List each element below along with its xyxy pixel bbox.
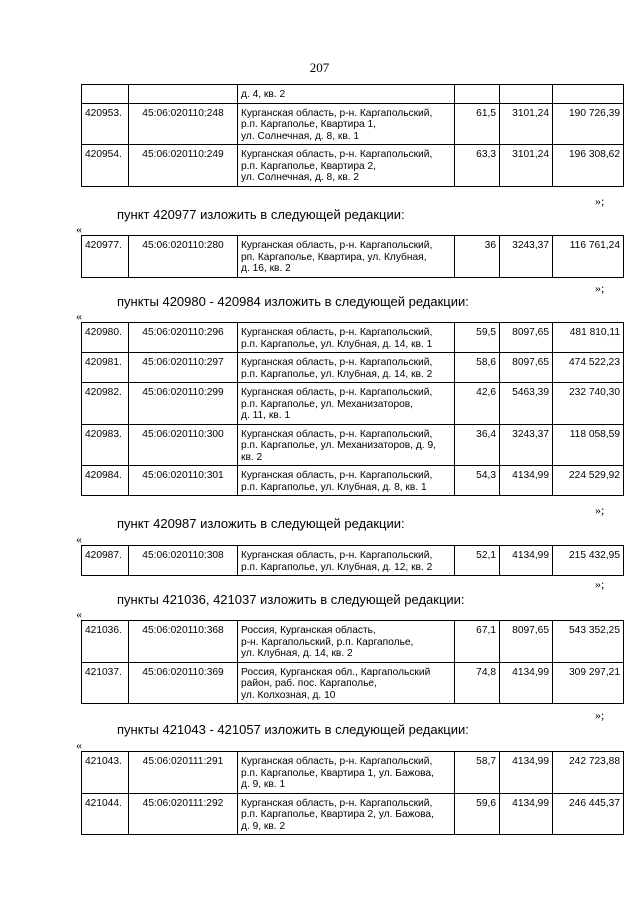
area: 42,6 [455,383,500,425]
address [238,546,455,576]
cadastral-number: 45:06:020110:368 [129,621,238,663]
cadastral-value: 190 726,39 [553,103,624,145]
address-line: ул. Солнечная, д. 8, кв. 2 [241,172,360,183]
area [455,85,500,104]
address-line: д. 4, кв. 2 [241,89,286,100]
page-number: 207 [309,60,330,75]
unit-price: 4134,99 [500,546,553,576]
cadastral-value: 232 740,30 [553,383,624,425]
table-row [82,353,624,383]
address [238,236,455,278]
unit-price: 8097,65 [500,621,553,663]
row-number: 420987. [82,546,129,576]
table-row [82,546,624,576]
address-line: р.п. Каргаполье, ул. Механизаторов, д. 9, [241,440,436,451]
address-line: Курганская область, р-н. Каргапольский, [241,357,433,368]
address-line: ул. Клубная, д. 14, кв. 2 [241,648,353,659]
cadastral-number: 45:06:020110:308 [129,546,238,576]
property-table [81,322,624,496]
cadastral-number: 45:06:020110:249 [129,145,238,187]
cadastral-value: 224 529,92 [553,466,624,496]
area: 54,3 [455,466,500,496]
cadastral-number: 45:06:020111:291 [129,752,238,794]
address [238,466,455,496]
address-line: Курганская область, р-н. Каргапольский, [241,470,433,481]
cadastral-value: 116 761,24 [553,236,624,278]
address-line: Россия, Курганская обл., Каргапольский [241,666,431,678]
row-number: 420977. [82,236,129,278]
section-heading: пункты 420980 - 420984 изложить в следующей редакции: [117,294,469,309]
address-line: р.п. Каргаполье, Квартира 2, [241,160,376,172]
address-line: р.п. Каргаполье, ул. Клубная, д. 14, кв. 1 [241,338,433,350]
address-line: Курганская область, р-н. Каргапольский, [241,797,433,809]
address-line: д. 16, кв. 2 [241,263,291,274]
row-number: 420953. [82,103,129,145]
opening-quote: « [76,607,82,621]
table-421036-421037 [81,620,620,704]
address-line: р-н. Каргапольский, р.п. Каргаполье, [241,636,414,648]
opening-quote: « [76,309,82,323]
cadastral-number: 45:06:020110:248 [129,103,238,145]
area: 61,5 [455,103,500,145]
table-row [82,145,624,187]
address [238,353,455,383]
closing-quote: »; [595,281,605,295]
address-line: Курганская область, р-н. Каргапольский, [241,550,433,561]
address [238,85,455,104]
cadastral-value: 242 723,88 [553,752,624,794]
unit-price: 5463,39 [500,383,553,425]
closing-quote: »; [595,708,605,722]
address-line: рп. Каргаполье, Квартира, ул. Клубная, [241,251,427,263]
section-heading: пункт 420977 изложить в следующей редакции: [117,207,405,222]
area: 58,7 [455,752,500,794]
property-table [81,235,624,278]
address-line: Курганская область, р-н. Каргапольский, [241,387,433,398]
opening-quote: « [76,222,82,236]
section-heading: пункты 421036, 421037 изложить в следующей редакции: [117,592,465,607]
area: 36,4 [455,424,500,466]
cadastral-number: 45:06:020110:280 [129,236,238,278]
table-row [82,103,624,145]
cadastral-value: 481 810,11 [553,323,624,353]
address-line: Курганская область, р-н. Каргапольский, [241,756,433,767]
table-row [82,621,624,663]
unit-price: 4134,99 [500,466,553,496]
address-line: р.п. Каргаполье, ул. Клубная, д. 8, кв. 1 [241,481,427,493]
address-line: Курганская область, р-н. Каргапольский, [241,240,433,251]
table-row [82,383,624,425]
row-number: 421043. [82,752,129,794]
table-row [82,466,624,496]
cadastral-value: 118 058,59 [553,424,624,466]
cadastral-value: 215 432,95 [553,546,624,576]
table-continuation [81,84,620,187]
address-line: Курганская область, р-н. Каргапольский, [241,149,433,160]
opening-quote: « [76,532,82,546]
area: 63,3 [455,145,500,187]
cadastral-number: 45:06:020110:297 [129,353,238,383]
table-row [82,662,624,704]
address [238,793,455,835]
address-line: Курганская область, р-н. Каргапольский, [241,428,433,440]
row-number: 420980. [82,323,129,353]
row-number: 420984. [82,466,129,496]
closing-quote: »; [595,577,605,591]
address-line: Курганская область, р-н. Каргапольский, [241,107,433,119]
row-number [82,85,129,104]
row-number: 420983. [82,424,129,466]
row-number: 421037. [82,662,129,704]
area: 74,8 [455,662,500,704]
cadastral-number: 45:06:020111:292 [129,793,238,835]
unit-price: 4134,99 [500,752,553,794]
address [238,662,455,704]
row-number: 420981. [82,353,129,383]
property-table [81,84,624,187]
address [238,383,455,425]
unit-price: 8097,65 [500,323,553,353]
table-row [82,236,624,278]
opening-quote: « [76,738,82,752]
address [238,621,455,663]
table-420980-420984 [81,322,620,496]
unit-price: 8097,65 [500,353,553,383]
address-line: Россия, Курганская область, [241,625,376,636]
area: 58,6 [455,353,500,383]
address [238,752,455,794]
table-row [82,323,624,353]
table-420977 [81,235,620,278]
property-table [81,545,624,576]
unit-price: 3101,24 [500,103,553,145]
address-line: р.п. Каргаполье, ул. Клубная, д. 12, кв. 2 [241,561,433,573]
row-number: 420982. [82,383,129,425]
section-heading: пункт 420987 изложить в следующей редакции: [117,516,405,531]
area: 67,1 [455,621,500,663]
address [238,145,455,187]
property-table [81,751,624,835]
address-line: кв. 2 [241,451,263,463]
table-row [82,424,624,466]
unit-price [500,85,553,104]
area: 59,5 [455,323,500,353]
cadastral-number [129,85,238,104]
area: 52,1 [455,546,500,576]
row-number: 421044. [82,793,129,835]
address-line: ул. Колхозная, д. 10 [241,689,336,701]
table-420987 [81,545,620,576]
section-heading: пункты 421043 - 421057 изложить в следующей редакции: [117,722,469,737]
cadastral-value: 196 308,62 [553,145,624,187]
cadastral-number: 45:06:020110:301 [129,466,238,496]
unit-price: 3243,37 [500,236,553,278]
address [238,103,455,145]
unit-price: 3243,37 [500,424,553,466]
cadastral-number: 45:06:020110:299 [129,383,238,425]
property-table [81,620,624,704]
cadastral-value: 474 522,23 [553,353,624,383]
unit-price: 3101,24 [500,145,553,187]
address-line: д. 11, кв. 1 [241,410,291,421]
unit-price: 4134,99 [500,662,553,704]
address [238,323,455,353]
address [238,424,455,466]
row-number: 421036. [82,621,129,663]
table-row [82,85,624,104]
address-line: Курганская область, р-н. Каргапольский, [241,327,433,338]
cadastral-value: 246 445,37 [553,793,624,835]
cadastral-value [553,85,624,104]
area: 59,6 [455,793,500,835]
table-row [82,752,624,794]
table-421043-421057 [81,751,620,835]
address-line: район, раб. пос. Каргаполье, [241,678,377,689]
unit-price: 4134,99 [500,793,553,835]
closing-quote: »; [595,503,605,517]
address-line: р.п. Каргаполье, Квартира 1, ул. Бажова, [241,767,434,779]
cadastral-number: 45:06:020110:300 [129,424,238,466]
address-line: р.п. Каргаполье, ул. Механизаторов, [241,398,414,410]
address-line: р.п. Каргаполье, Квартира 2, ул. Бажова, [241,809,434,820]
cadastral-value: 543 352,25 [553,621,624,663]
address-line: р.п. Каргаполье, Квартира 1, [241,119,376,130]
closing-quote: »; [595,194,605,208]
address-line: д. 9, кв. 2 [241,820,286,832]
address-line: д. 9, кв. 1 [241,779,286,790]
row-number: 420954. [82,145,129,187]
address-line: р.п. Каргаполье, ул. Клубная, д. 14, кв. 2 [241,368,433,380]
address-line: ул. Солнечная, д. 8, кв. 1 [241,130,360,142]
cadastral-value: 309 297,21 [553,662,624,704]
cadastral-number: 45:06:020110:369 [129,662,238,704]
area: 36 [455,236,500,278]
cadastral-number: 45:06:020110:296 [129,323,238,353]
table-row [82,793,624,835]
